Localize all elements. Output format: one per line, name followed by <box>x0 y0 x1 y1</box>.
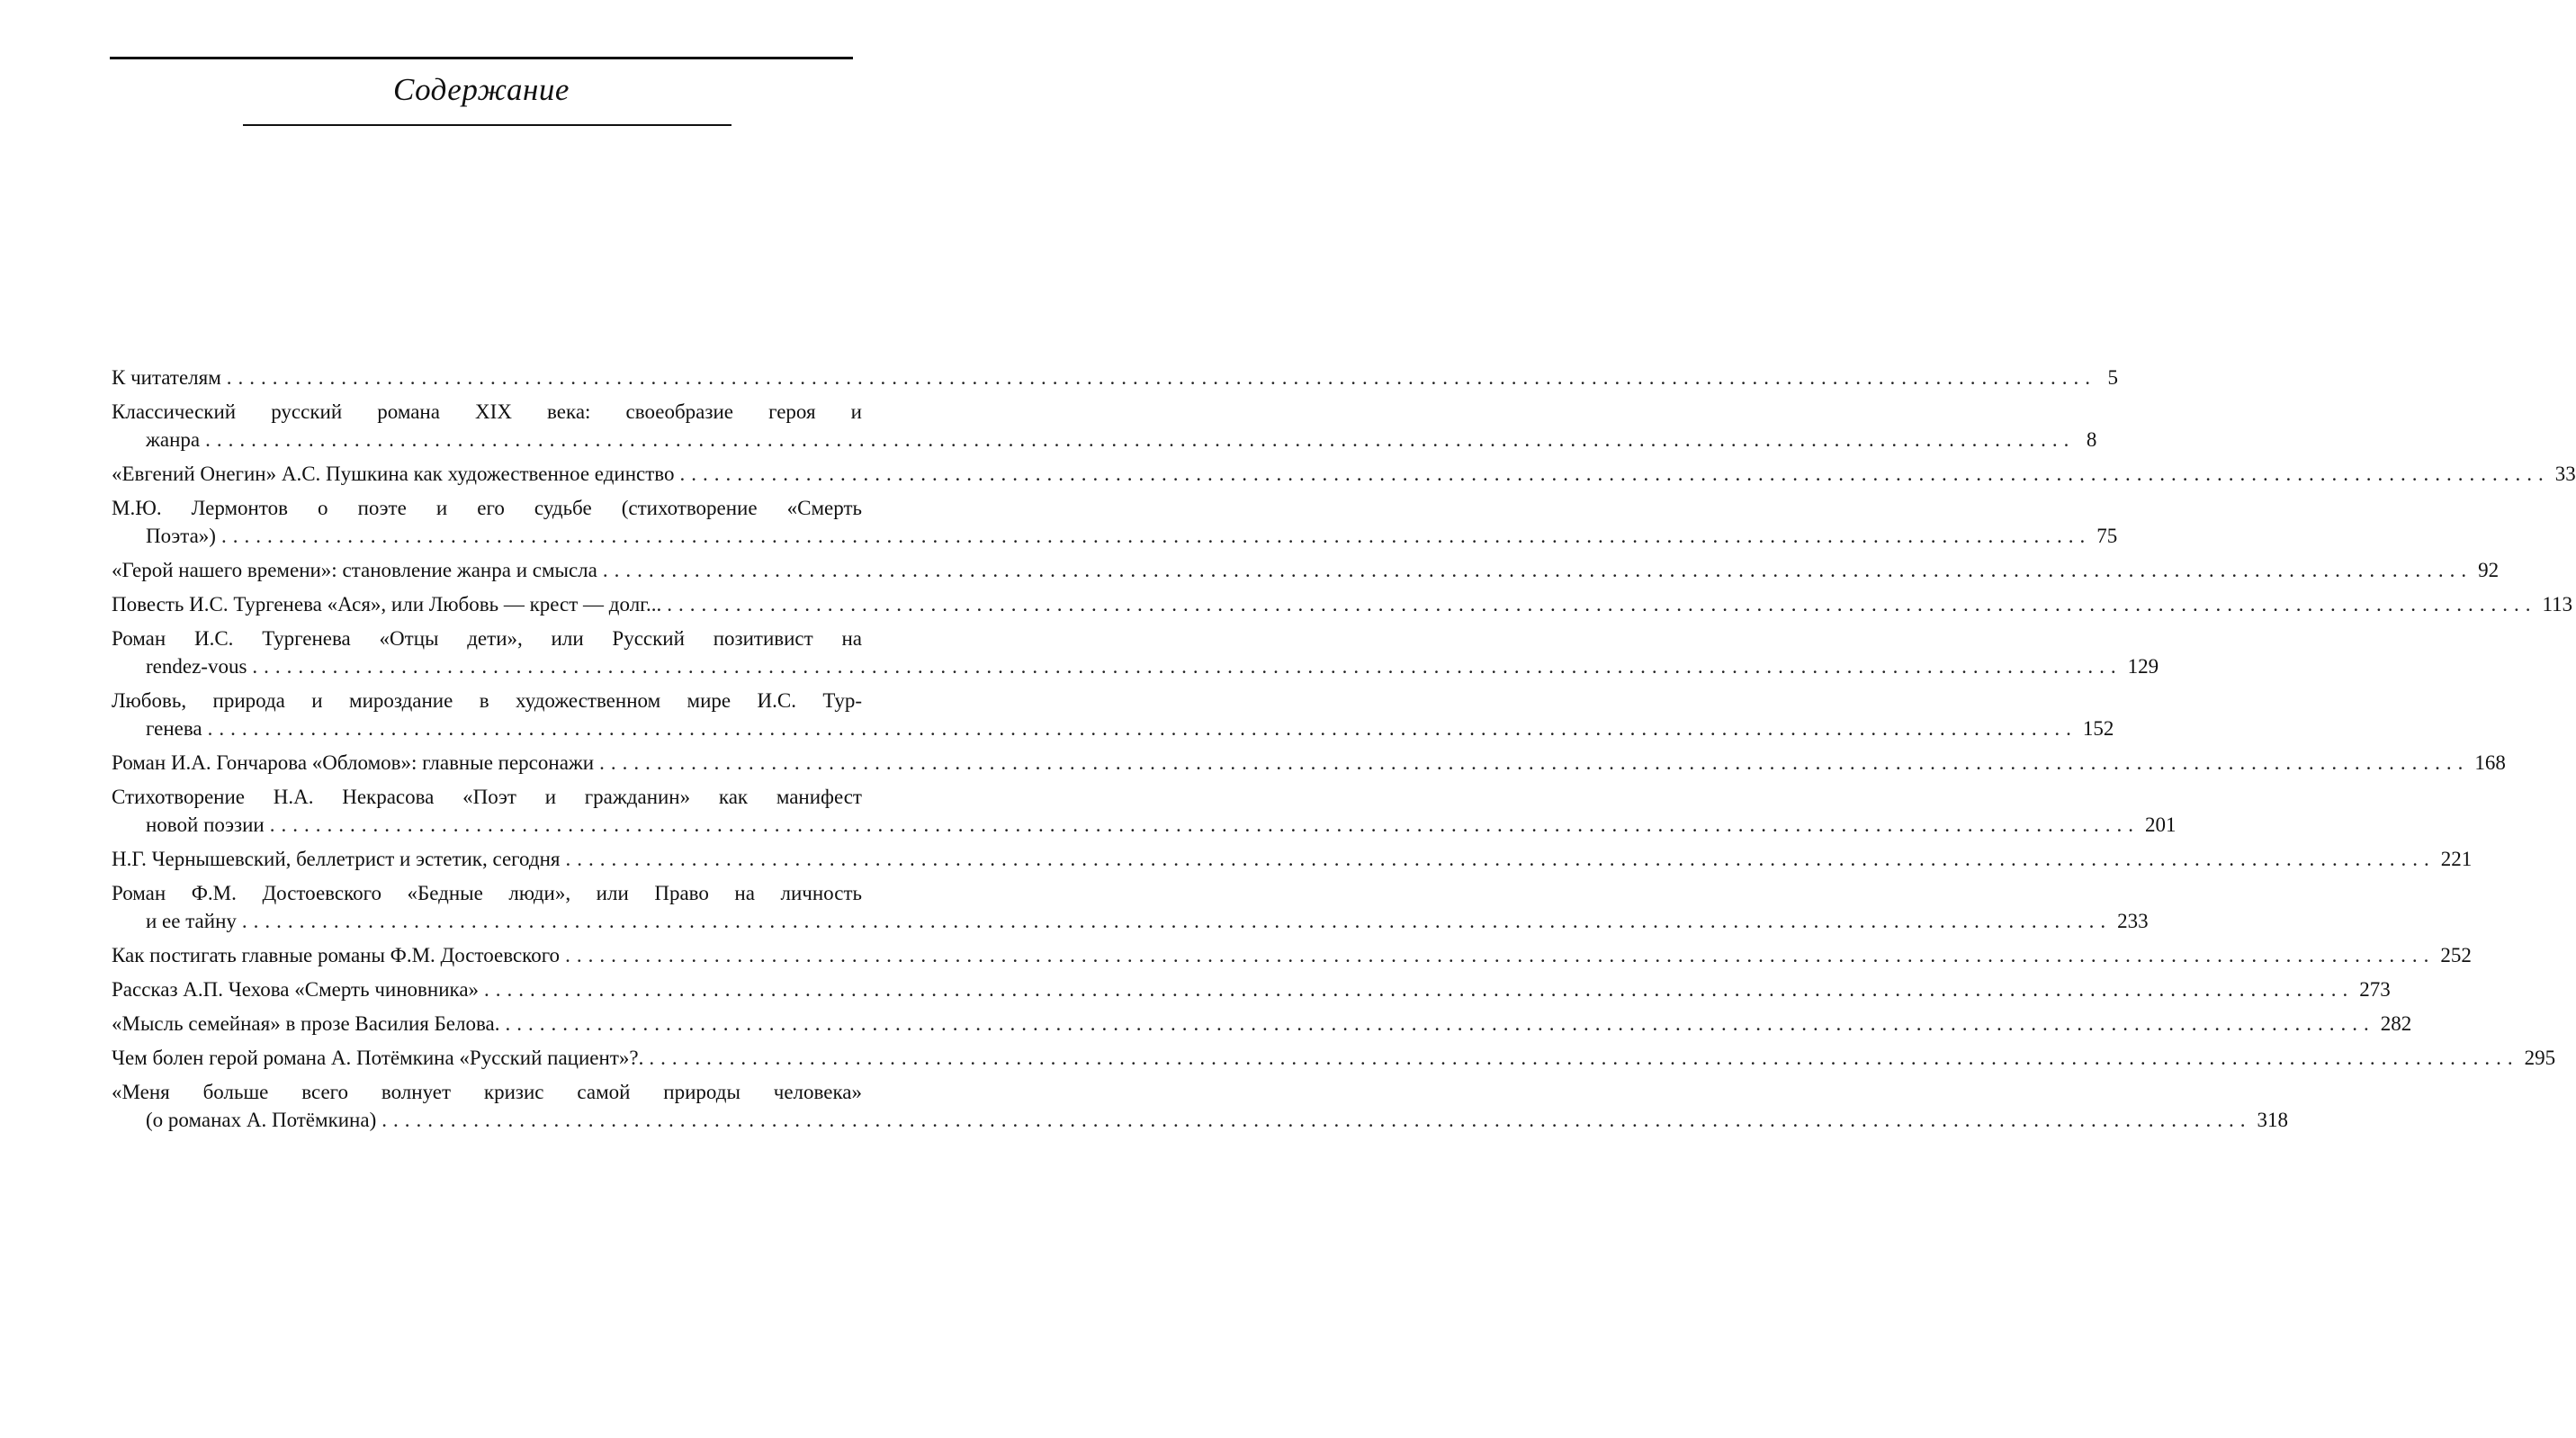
toc-entry[interactable] <box>112 364 2119 391</box>
toc-entry-title: «Меня больше всего волнует кризис самой природы человека» <box>112 1081 862 1103</box>
toc-entry-line <box>112 494 862 522</box>
dot-leader: ................................................................................................................................................................... <box>241 910 2113 932</box>
dot-leader: ................................................................................................................................................................... <box>679 463 2550 485</box>
toc-page-number: 92 <box>2478 559 2500 581</box>
toc-entry-title-continued: и ее тайну <box>146 910 237 932</box>
dot-leader: ................................................................................................................................................................... <box>226 366 2097 389</box>
dot-leader: ................................................................................................................................................................... <box>667 593 2537 616</box>
toc-page-number: 282 <box>2380 1012 2412 1035</box>
dot-leader: ................................................................................................................................................................... <box>565 848 2436 870</box>
toc-entry-title-continued: rendez-vous <box>146 655 247 678</box>
toc-entry-title-continued: жанра <box>146 428 201 451</box>
toc-entry-title: Роман Ф.М. Достоевского «Бедные люди», или Право на личность <box>112 882 862 904</box>
toc-entry-line <box>112 364 2119 391</box>
toc-page-number: 273 <box>2359 978 2391 1001</box>
dot-leader: ................................................................................................................................................................... <box>602 559 2473 581</box>
toc-page-number: 252 <box>2440 944 2472 966</box>
toc-entry-title: Как постигать главные романы Ф.М. Достоевского <box>112 944 561 966</box>
toc-entry-line <box>112 590 2573 618</box>
toc-page-number: 295 <box>2524 1047 2556 1069</box>
toc-entry-line <box>112 879 862 907</box>
dot-leader: ................................................................................................................................................................... <box>207 717 2078 740</box>
toc-entry-title: «Герой нашего времени»: становление жанра и смысла <box>112 559 597 581</box>
toc-page-number: 201 <box>2144 813 2177 836</box>
toc-entry-title: Любовь, природа и мироздание в художественном мире И.С. Тур- <box>112 689 862 712</box>
toc-page-number: 221 <box>2440 848 2473 870</box>
toc-entry[interactable] <box>112 1044 2556 1072</box>
toc-page-number: 8 <box>2086 428 2097 451</box>
toc-entry-title: Роман И.С. Тургенева «Отцы дети», или Русский позитивист на <box>112 627 862 650</box>
dot-leader: ................................................................................................................................................................... <box>484 978 2355 1001</box>
toc-entry[interactable] <box>112 556 2500 584</box>
dot-leader: ................................................................................................................................................................... <box>565 944 2436 966</box>
dot-leader: ................................................................................................................................................................... <box>649 1047 2519 1069</box>
toc-entry-title-continued: новой поэзии <box>146 813 265 836</box>
toc-entry[interactable] <box>112 783 2177 839</box>
toc-entry-line-continued <box>112 715 2114 742</box>
toc-entry-line <box>112 975 2391 1003</box>
toc-entry-line <box>112 556 2500 584</box>
table-of-contents <box>112 364 2576 1140</box>
dot-leader: ................................................................................................................................................................... <box>505 1012 2375 1035</box>
toc-page-number: 75 <box>2096 525 2118 547</box>
toc-entry[interactable] <box>112 687 2114 742</box>
toc-page-number: 318 <box>2257 1109 2288 1131</box>
dot-leader: ................................................................................................................................................................... <box>381 1109 2252 1131</box>
toc-entry-line-continued <box>112 1106 2288 1134</box>
toc-page-number: 5 <box>2107 366 2119 389</box>
toc-entry[interactable] <box>112 398 2097 454</box>
toc-entry-line <box>112 845 2473 873</box>
toc-entry[interactable] <box>112 494 2118 550</box>
toc-entry-line <box>112 687 862 715</box>
toc-entry-title: К читателям <box>112 366 221 389</box>
toc-entry-line <box>112 783 862 811</box>
toc-entry[interactable] <box>112 1010 2412 1038</box>
toc-entry-line <box>112 460 2576 488</box>
toc-entry-title-continued: Поэта») <box>146 525 216 547</box>
toc-entry-title: «Евгений Онегин» А.С. Пушкина как художественное единство <box>112 463 675 485</box>
dot-leader: ................................................................................................................................................................... <box>599 751 2470 774</box>
toc-entry-line <box>112 1044 2556 1072</box>
toc-entry-line-continued <box>112 652 2159 680</box>
toc-entry-line-continued <box>112 811 2177 839</box>
toc-entry[interactable] <box>112 845 2473 873</box>
toc-entry-line <box>112 625 862 652</box>
toc-entry-title: «Мысль семейная» в прозе Василия Белова. <box>112 1012 500 1035</box>
toc-entry[interactable] <box>112 460 2576 488</box>
top-rule <box>110 57 853 59</box>
toc-page-number: 113 <box>2542 593 2573 616</box>
title-underline <box>243 124 732 126</box>
toc-entry-line <box>112 941 2472 969</box>
toc-entry-line <box>112 398 862 426</box>
toc-entry-title: Классический русский романа XIX века: своеобразие героя и <box>112 400 862 423</box>
toc-entry-title: Н.Г. Чернышевский, беллетрист и эстетик, сегодня <box>112 848 561 870</box>
toc-entry-line <box>112 1010 2412 1038</box>
toc-entry[interactable] <box>112 879 2149 935</box>
toc-entry[interactable] <box>112 1078 2288 1134</box>
dot-leader: ................................................................................................................................................................... <box>252 655 2123 678</box>
toc-page-number: 152 <box>2082 717 2114 740</box>
dot-leader: ................................................................................................................................................................... <box>269 813 2140 836</box>
toc-page-number: 33 <box>2554 463 2576 485</box>
toc-entry[interactable] <box>112 941 2472 969</box>
dot-leader: ................................................................................................................................................................... <box>220 525 2092 547</box>
toc-entry-line-continued <box>112 522 2118 550</box>
page-title: Содержание <box>393 72 570 107</box>
toc-entry-title-continued: генева <box>146 717 202 740</box>
dot-leader: ................................................................................................................................................................... <box>205 428 2076 451</box>
toc-entry-title: Повесть И.С. Тургенева «Ася», или Любовь — крест — долг... <box>112 593 662 616</box>
toc-entry-line-continued <box>112 907 2149 935</box>
toc-page-number: 233 <box>2117 910 2149 932</box>
toc-entry-title: Чем болен герой романа А. Потёмкина «Русский пациент»?. <box>112 1047 644 1069</box>
toc-entry-title: Роман И.А. Гончарова «Обломов»: главные персонажи <box>112 751 595 774</box>
toc-entry-title: М.Ю. Лермонтов о поэте и его судьбе (стихотворение «Смерть <box>112 497 862 519</box>
toc-entry-line <box>112 1078 862 1106</box>
toc-entry-title-continued: (о романах А. Потёмкина) <box>146 1109 377 1131</box>
toc-entry-line-continued <box>112 426 2097 454</box>
toc-page-number: 168 <box>2474 751 2506 774</box>
toc-entry-title: Стихотворение Н.А. Некрасова «Поэт и гражданин» как манифест <box>112 786 862 808</box>
toc-entry-line <box>112 749 2506 777</box>
toc-page-number: 129 <box>2127 655 2159 678</box>
toc-entry[interactable] <box>112 625 2159 680</box>
toc-entry-title: Рассказ А.П. Чехова «Смерть чиновника» <box>112 978 480 1001</box>
toc-entry[interactable] <box>112 590 2573 618</box>
toc-entry[interactable] <box>112 749 2506 777</box>
toc-entry[interactable] <box>112 975 2391 1003</box>
